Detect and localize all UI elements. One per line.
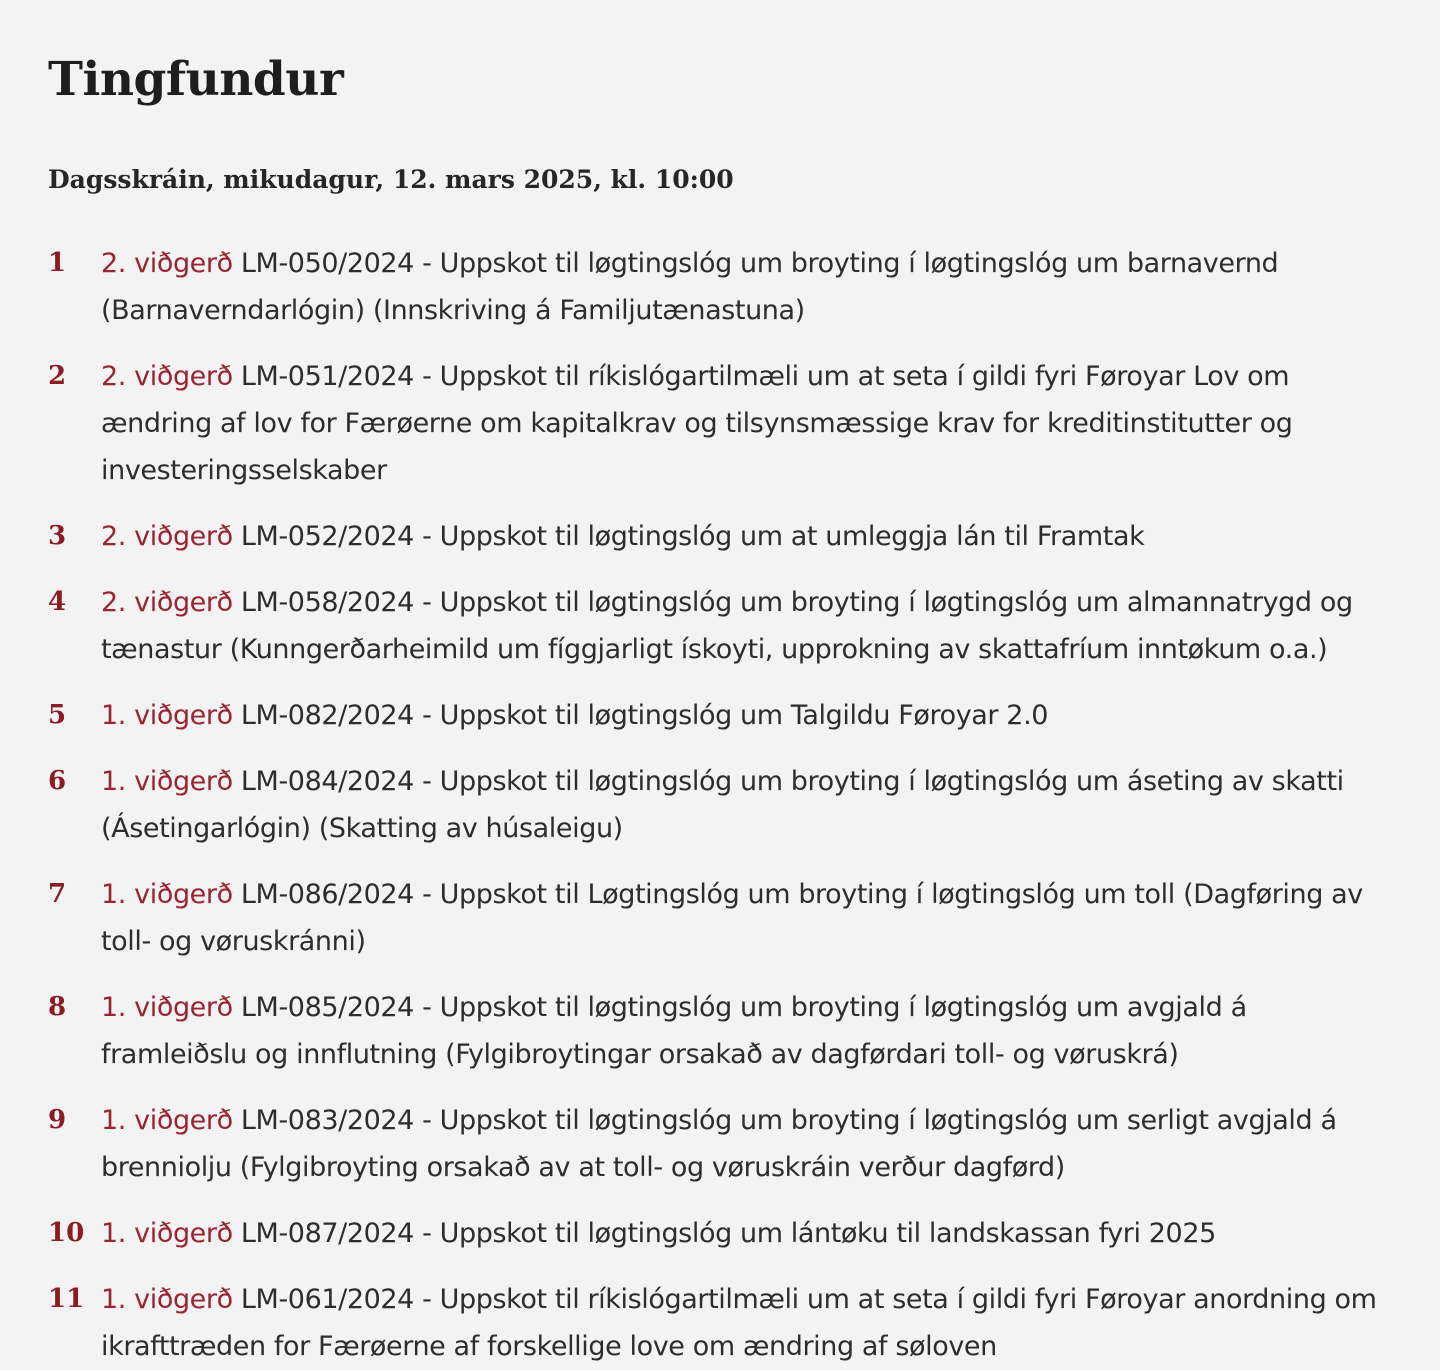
agenda-item [48,579,1392,673]
reading-link[interactable]: 2. viðgerð [101,521,233,552]
agenda-item-number: 1 [48,248,67,278]
agenda-item-description: LM-052/2024 - Uppskot til løgtingslóg um at umleggja lán til Framtak [240,521,1145,552]
agenda-item-content [101,758,1391,852]
agenda-item [48,353,1392,494]
page-title: Tingfundur [48,52,344,107]
agenda-item-content [101,692,1391,739]
reading-link[interactable]: 2. viðgerð [101,248,233,279]
agenda-item-content [101,1210,1391,1257]
agenda-item [48,513,1392,560]
agenda-item [48,240,1392,334]
agenda-item-content [101,353,1391,494]
agenda-item-number: 11 [48,1284,85,1314]
reading-link[interactable]: 1. viðgerð [101,766,233,797]
agenda-item-content [101,579,1391,673]
agenda-item [48,984,1392,1078]
agenda-item-number: 10 [48,1218,85,1248]
agenda-item-description: LM-050/2024 - Uppskot til løgtingslóg um broyting í løgtingslóg um barnavernd (Barnaverndarlógin) (Innskriving á Familjutænastuna) [101,248,1279,326]
reading-link[interactable]: 1. viðgerð [101,992,233,1023]
agenda-item-number: 5 [48,700,67,730]
reading-link[interactable]: 1. viðgerð [101,1105,233,1136]
agenda-item-number: 4 [48,587,67,617]
agenda-heading: Dagsskráin, mikudagur, 12. mars 2025, kl. 10:00 [48,165,734,194]
agenda-item [48,1276,1392,1370]
agenda-item-description: LM-082/2024 - Uppskot til løgtingslóg um Talgildu Føroyar 2.0 [240,700,1049,731]
agenda-item-description: LM-087/2024 - Uppskot til løgtingslóg um lántøku til landskassan fyri 2025 [240,1218,1216,1249]
agenda-item [48,758,1392,852]
agenda-list [48,240,1392,1370]
agenda-item-number: 2 [48,361,67,391]
agenda-item [48,871,1392,965]
agenda-item [48,1210,1392,1257]
agenda-item-description: LM-086/2024 - Uppskot til Løgtingslóg um broyting í løgtingslóg um toll (Dagføring av toll- og vøruskránni) [101,879,1363,957]
agenda-item-content [101,984,1391,1078]
reading-link[interactable]: 1. viðgerð [101,1284,233,1315]
agenda-item-number: 6 [48,766,67,796]
agenda-item-content [101,513,1391,560]
agenda-item [48,692,1392,739]
agenda-item-description: LM-084/2024 - Uppskot til løgtingslóg um broyting í løgtingslóg um áseting av skatti (Ásetingarlógin) (Skatting av húsaleigu) [101,766,1344,844]
agenda-item-content [101,1276,1391,1370]
agenda-item-content [101,871,1391,965]
agenda-item-description: LM-085/2024 - Uppskot til løgtingslóg um broyting í løgtingslóg um avgjald á framleiðslu og innflutning (Fylgibroytingar orsakað av dagførdari toll- og vøruskrá) [101,992,1247,1070]
reading-link[interactable]: 1. viðgerð [101,879,233,910]
reading-link[interactable]: 2. viðgerð [101,361,233,392]
agenda-item [48,1097,1392,1191]
reading-link[interactable]: 1. viðgerð [101,1218,233,1249]
reading-link[interactable]: 1. viðgerð [101,700,233,731]
agenda-item-content [101,240,1391,334]
agenda-item-number: 7 [48,879,67,909]
agenda-item-number: 3 [48,521,67,551]
agenda-item-number: 9 [48,1105,67,1135]
agenda-item-content [101,1097,1391,1191]
reading-link[interactable]: 2. viðgerð [101,587,233,618]
agenda-item-description: LM-083/2024 - Uppskot til løgtingslóg um broyting í løgtingslóg um serligt avgjald á brenniolju (Fylgibroyting orsakað av at toll- og vøruskráin verður dagførd) [101,1105,1337,1183]
agenda-item-number: 8 [48,992,67,1022]
agenda-item-description: LM-051/2024 - Uppskot til ríkislógartilmæli um at seta í gildi fyri Føroyar Lov om ændring af lov for Færøerne om kapitalkrav og tilsynsmæssige krav for kreditinstitutter og investeringsselskaber [101,361,1293,486]
agenda-item-description: LM-058/2024 - Uppskot til løgtingslóg um broyting í løgtingslóg um almannatrygd og tænastur (Kunngerðarheimild um fíggjarligt ískoyti, upprokning av skattafríum inntøkum o.a.) [101,587,1353,665]
agenda-item-description: LM-061/2024 - Uppskot til ríkislógartilmæli um at seta í gildi fyri Føroyar anordning om ikrafttræden for Færøerne af forskellige love om ændring af søloven [101,1284,1377,1362]
